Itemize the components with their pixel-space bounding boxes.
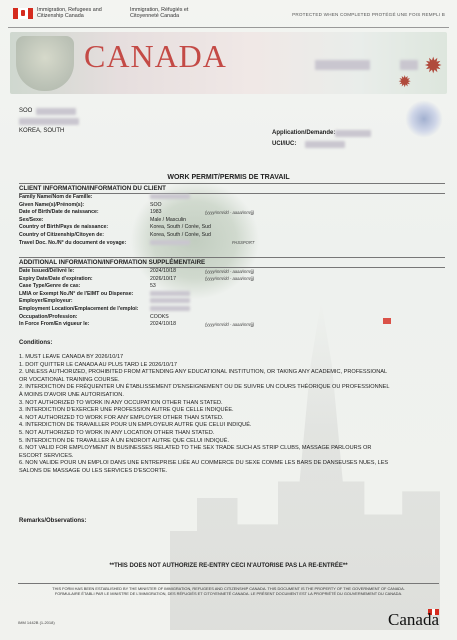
redacted-value — [150, 291, 190, 296]
condition-line: 3. INTERDICTION D'EXERCER UNE PROFESSION AUTRE QUE CELLE INDIQUÉE. — [19, 407, 234, 414]
security-banner — [10, 32, 447, 94]
additional-field-hint: (yyyy/mm/dd - aaaa/mm/jj) — [205, 268, 255, 274]
redacted-photo-field — [315, 60, 370, 70]
condition-line: 6. NOT VALID FOR EMPLOYMENT IN BUSINESSES RELATED TO THE SEX TRADE SUCH AS STRIP CLUBS, MASSAGE PARLOURS OR — [19, 445, 372, 452]
condition-line: OR VOCATIONAL TRAINING COURSE. — [19, 376, 120, 383]
redacted-field — [400, 60, 418, 70]
holder-country: KOREA, SOUTH — [19, 128, 65, 134]
redacted-value — [150, 306, 190, 311]
footer-line-fr: FORMULAIRE ÉTABLI PAR LE MINISTRE DE L'IMMIGRATION, DES RÉFUGIÉS ET CITOYENNETÉ CANADA. LE PRÉSENT DOCUMENT EST LA PROPRIÉTÉ DU GOUVERNEMENT DU CANADA. — [54, 591, 403, 596]
additional-field-value: 2024/10/18 — [150, 321, 176, 328]
condition-line: À MOINS D'AVOIR UNE AUTORISATION. — [19, 391, 124, 398]
remarks-label: Remarks/Observations: — [19, 518, 87, 524]
condition-line: 2. INTERDICTION DE FRÉQUENTER UN ÉTABLISSEMENT D'ENSEIGNEMENT OU DE SUIVRE UN COURS THÉORIQUE OU PROFESSIONNEL — [19, 384, 390, 391]
conditions-list — [19, 354, 390, 476]
maple-leaf-icon: ✹ — [398, 74, 412, 91]
client-field-label: Travel Doc. No./N° du document de voyage: — [19, 239, 127, 246]
condition-line: 4. INTERDICTION DE TRAVAILLER POUR UN EMPLOYEUR AUTRE QUE CELUI INDIQUÉ. — [19, 422, 252, 429]
client-field-label: Sex/Sexe: — [19, 216, 44, 223]
condition-line: 1. MUST LEAVE CANADA BY 2026/10/17 — [19, 354, 124, 360]
client-field-hint: (yyyy/mm/dd - aaaa/mm/jj) — [205, 209, 255, 215]
client-field-label: Given Name(s)/Prénom(s): — [19, 201, 85, 208]
small-flag-icon — [383, 318, 391, 324]
client-field-value: Korea, South / Corée, Sud — [150, 232, 211, 238]
header-divider — [8, 27, 449, 28]
additional-field-label: Expiry Date/Date d'expiration: — [19, 275, 93, 282]
redacted-application-number — [335, 130, 371, 137]
additional-field-label: Employer/Employeur: — [19, 298, 73, 305]
condition-line: 6. NON VALIDE POUR UN EMPLOI DANS UNE ENTREPRISE LIÉE AU COMMERCE DU SEXE COMME LES BARS DE DANSEUSES NUES, LES — [19, 460, 389, 467]
redacted-value — [150, 194, 190, 199]
condition-line: 4. NOT AUTHORIZED TO WORK FOR ANY EMPLOYER OTHER THAN STATED. — [19, 414, 224, 421]
holder-name: SOO — [19, 108, 33, 114]
redacted-name — [36, 108, 76, 115]
coat-of-arms-icon — [16, 36, 74, 91]
canada-flag-icon — [13, 8, 33, 19]
document-title: WORK PERMIT/PERMIS DE TRAVAIL — [167, 174, 290, 181]
redacted-address — [19, 118, 79, 125]
hologram-snowflake-icon — [405, 100, 443, 138]
redacted-uci — [305, 141, 345, 148]
condition-line: 1. DOIT QUITTER LE CANADA AU PLUS TARD LE 2026/10/17 — [19, 361, 177, 368]
additional-field-label: Employment Location/Emplacement de l'emploi: — [19, 306, 139, 312]
condition-line: ESCORT SERVICES. — [19, 452, 74, 459]
redacted-value — [150, 240, 190, 245]
condition-line: 2. UNLESS AUTHORIZED, PROHIBITED FROM ATTENDING ANY EDUCATIONAL INSTITUTION, OR TAKING ANY ACADEMIC, PROFESSIONAL — [19, 369, 388, 376]
additional-field-hint: (yyyy/mm/dd - aaaa/mm/jj) — [205, 276, 255, 282]
additional-field-label: Case Type/Genre de cas: — [19, 283, 81, 290]
form-number: IMM 1442B (1-2018) — [18, 620, 55, 625]
condition-line: SALONS DE MASSAGE OU LES SERVICES D'ESCORTE. — [19, 467, 168, 474]
client-info-heading: CLIENT INFORMATION/INFORMATION DU CLIENT — [19, 183, 445, 194]
protected-notice: PROTECTED WHEN COMPLETED PROTÉGÉ UNE FOIS REMPLI B — [292, 12, 445, 17]
maple-leaf-icon: ✹ — [424, 53, 443, 78]
client-field-value: 1983 — [150, 209, 162, 216]
additional-field-label: Date Issued/Délivré le: — [19, 268, 75, 274]
additional-field-label: Occupation/Profession: — [19, 313, 78, 320]
client-field-value: SOO — [150, 201, 162, 208]
additional-field-hint: (yyyy/mm/dd - aaaa/mm/jj) — [205, 321, 255, 327]
additional-field-value: 2026/10/17 — [150, 275, 176, 282]
additional-field-value: COOKS — [150, 313, 169, 320]
additional-field-value: 2024/10/18 — [150, 268, 176, 274]
conditions-label: Conditions: — [19, 340, 53, 346]
client-field-hint: PASSPORT — [232, 240, 255, 246]
client-field-label: Country of Birth/Pays de naissance: — [19, 224, 109, 231]
additional-field-label: In Force From/En vigueur le: — [19, 321, 90, 328]
canada-wordmark: Canada — [388, 610, 439, 629]
department-name-fr: Immigration, Réfugiés et Citoyenneté Canada — [130, 7, 189, 19]
client-field-value: Male / Masculin — [150, 216, 187, 223]
footer-line-en: THIS FORM HAS BEEN ESTABLISHED BY THE MINISTER OF IMMIGRATION, REFUGEES AND CITIZENSHIP CANADA. THIS DOCUMENT IS THE PROPERTY OF THE GOVERNMENT OF CANADA. — [52, 586, 405, 591]
client-field-value: Korea, South / Corée, Sud — [150, 224, 211, 231]
no-reentry-notice: **THIS DOES NOT AUTHORIZE RE-ENTRY CECI N'AUTORISE PAS LA RE-ENTRÉE** — [109, 563, 348, 569]
application-label: Application/Demande: — [272, 130, 336, 136]
condition-line: 3. NOT AUTHORIZED TO WORK IN ANY OCCUPATION OTHER THAN STATED. — [19, 399, 223, 406]
redacted-value — [150, 298, 190, 303]
uci-label: UCI/IUC: — [272, 141, 297, 147]
footer-legal — [18, 583, 439, 596]
department-name-en: Immigration, Refugees and Citizenship Canada — [37, 7, 102, 19]
condition-line: 5. NOT AUTHORIZED TO WORK IN ANY LOCATION OTHER THAN STATED. — [19, 429, 215, 436]
condition-line: 5. INTERDICTION DE TRAVAILLER À UN ENDROIT AUTRE QUE CELUI INDIQUÉ. — [19, 437, 230, 444]
additional-info-heading: ADDITIONAL INFORMATION/INFORMATION SUPPLÉMENTAIRE — [19, 257, 445, 268]
client-field-label: Family Name/Nom de Famille: — [19, 194, 93, 200]
client-field-label: Country of Citizenship/Citoyen de: — [19, 232, 105, 238]
additional-field-label: LMIA or Exempt No./N° de l'EIMT ou Dispense: — [19, 290, 134, 297]
additional-field-value: 53 — [150, 283, 156, 290]
banner-canada-title: CANADA — [84, 38, 227, 74]
client-field-label: Date of Birth/Date de naissance: — [19, 209, 99, 216]
